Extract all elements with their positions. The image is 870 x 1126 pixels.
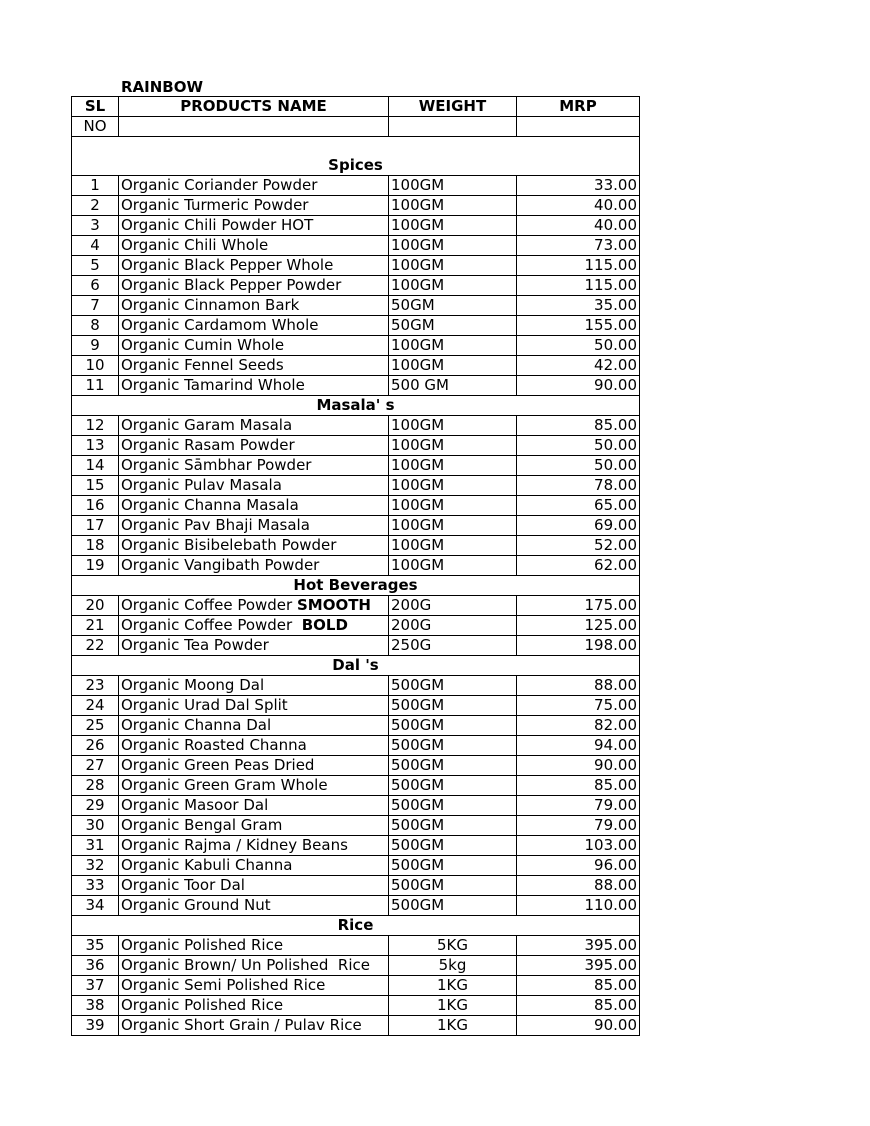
product-sl: 25	[72, 716, 119, 736]
price-list-table	[71, 96, 640, 1036]
product-sl: 2	[72, 196, 119, 216]
section-title: Masala' s	[72, 396, 640, 416]
product-weight: 1KG	[389, 976, 517, 996]
product-sl: 37	[72, 976, 119, 996]
product-mrp: 85.00	[517, 996, 640, 1016]
product-name-variant: SMOOTH	[296, 596, 371, 614]
product-name: Organic Turmeric Powder	[119, 196, 389, 216]
section-title: Hot Beverages	[72, 576, 640, 596]
product-weight: 500GM	[389, 676, 517, 696]
product-row	[72, 696, 640, 716]
product-name: Organic Polished Rice	[119, 936, 389, 956]
product-mrp: 42.00	[517, 356, 640, 376]
product-weight: 100GM	[389, 436, 517, 456]
product-mrp: 52.00	[517, 536, 640, 556]
header-mrp: MRP	[517, 97, 640, 117]
product-name: Organic Black Pepper Powder	[119, 276, 389, 296]
product-weight: 500GM	[389, 876, 517, 896]
product-mrp: 82.00	[517, 716, 640, 736]
product-row	[72, 276, 640, 296]
product-sl: 9	[72, 336, 119, 356]
header-row	[72, 97, 640, 117]
product-name: Organic Bisibelebath Powder	[119, 536, 389, 556]
product-row	[72, 416, 640, 436]
product-sl: 1	[72, 176, 119, 196]
product-row	[72, 376, 640, 396]
product-weight: 50GM	[389, 296, 517, 316]
product-sl: 3	[72, 216, 119, 236]
product-name: Organic Vangibath Powder	[119, 556, 389, 576]
product-row	[72, 936, 640, 956]
product-row	[72, 676, 640, 696]
product-row	[72, 536, 640, 556]
product-mrp: 35.00	[517, 296, 640, 316]
product-row	[72, 836, 640, 856]
product-weight: 500GM	[389, 696, 517, 716]
header-sl-no: NO	[72, 117, 119, 137]
product-mrp: 94.00	[517, 736, 640, 756]
product-name: Organic Chili Powder HOT	[119, 216, 389, 236]
product-sl: 32	[72, 856, 119, 876]
product-mrp: 175.00	[517, 596, 640, 616]
product-mrp: 79.00	[517, 796, 640, 816]
product-sl: 15	[72, 476, 119, 496]
product-sl: 11	[72, 376, 119, 396]
product-name: Organic Green Gram Whole	[119, 776, 389, 796]
product-row	[72, 496, 640, 516]
product-row	[72, 716, 640, 736]
product-sl: 6	[72, 276, 119, 296]
product-weight: 100GM	[389, 456, 517, 476]
product-mrp: 88.00	[517, 876, 640, 896]
product-weight: 100GM	[389, 256, 517, 276]
product-row	[72, 736, 640, 756]
product-sl: 31	[72, 836, 119, 856]
product-name: Organic Cardamom Whole	[119, 316, 389, 336]
product-weight: 250G	[389, 636, 517, 656]
product-mrp: 115.00	[517, 256, 640, 276]
product-sl: 27	[72, 756, 119, 776]
product-weight: 500GM	[389, 776, 517, 796]
product-sl: 8	[72, 316, 119, 336]
product-name: Organic Tea Powder	[119, 636, 389, 656]
product-sl: 26	[72, 736, 119, 756]
product-row	[72, 816, 640, 836]
price-list-body	[72, 97, 640, 1036]
product-row	[72, 956, 640, 976]
product-sl: 24	[72, 696, 119, 716]
product-weight: 100GM	[389, 476, 517, 496]
product-row	[72, 196, 640, 216]
product-sl: 39	[72, 1016, 119, 1036]
header-empty-cell	[119, 117, 389, 137]
product-weight: 100GM	[389, 556, 517, 576]
product-row	[72, 176, 640, 196]
product-name: Organic Semi Polished Rice	[119, 976, 389, 996]
product-row	[72, 896, 640, 916]
product-mrp: 50.00	[517, 456, 640, 476]
product-mrp: 155.00	[517, 316, 640, 336]
section-title: Rice	[72, 916, 640, 936]
product-sl: 34	[72, 896, 119, 916]
product-row	[72, 296, 640, 316]
section-title: Dal 's	[72, 656, 640, 676]
product-name: Organic Urad Dal Split	[119, 696, 389, 716]
product-weight: 500GM	[389, 896, 517, 916]
product-sl: 4	[72, 236, 119, 256]
product-row	[72, 616, 640, 636]
product-sl: 13	[72, 436, 119, 456]
section-header-row	[72, 916, 640, 936]
product-mrp: 65.00	[517, 496, 640, 516]
product-mrp: 85.00	[517, 976, 640, 996]
product-sl: 35	[72, 936, 119, 956]
product-row	[72, 976, 640, 996]
product-mrp: 90.00	[517, 376, 640, 396]
product-name	[119, 596, 389, 616]
product-row	[72, 996, 640, 1016]
product-mrp: 395.00	[517, 956, 640, 976]
product-sl: 36	[72, 956, 119, 976]
product-name: Organic Rajma / Kidney Beans	[119, 836, 389, 856]
product-mrp: 395.00	[517, 936, 640, 956]
product-name	[119, 616, 389, 636]
product-name: Organic Sāmbhar Powder	[119, 456, 389, 476]
product-row	[72, 316, 640, 336]
product-weight: 500GM	[389, 716, 517, 736]
product-sl: 29	[72, 796, 119, 816]
product-weight: 100GM	[389, 176, 517, 196]
product-weight: 50GM	[389, 316, 517, 336]
product-sl: 10	[72, 356, 119, 376]
product-name: Organic Toor Dal	[119, 876, 389, 896]
product-sl: 22	[72, 636, 119, 656]
product-mrp: 110.00	[517, 896, 640, 916]
product-weight: 500 GM	[389, 376, 517, 396]
product-name: Organic Channa Dal	[119, 716, 389, 736]
product-name: Organic Tamarind Whole	[119, 376, 389, 396]
product-weight: 500GM	[389, 756, 517, 776]
product-weight: 100GM	[389, 356, 517, 376]
product-row	[72, 556, 640, 576]
section-header-row	[72, 576, 640, 596]
product-row	[72, 236, 640, 256]
product-row	[72, 436, 640, 456]
product-mrp: 115.00	[517, 276, 640, 296]
product-mrp: 88.00	[517, 676, 640, 696]
product-weight: 200G	[389, 616, 517, 636]
product-name: Organic Ground Nut	[119, 896, 389, 916]
product-row	[72, 336, 640, 356]
header-empty-cell	[389, 117, 517, 137]
header-product-name: PRODUCTS NAME	[119, 97, 389, 117]
header-empty-cell	[517, 117, 640, 137]
sheet-title: RAINBOW	[121, 78, 204, 96]
product-name: Organic Rasam Powder	[119, 436, 389, 456]
section-header-row	[72, 137, 640, 176]
product-name: Organic Cumin Whole	[119, 336, 389, 356]
product-sl: 38	[72, 996, 119, 1016]
product-mrp: 73.00	[517, 236, 640, 256]
product-name: Organic Kabuli Channa	[119, 856, 389, 876]
product-name: Organic Pulav Masala	[119, 476, 389, 496]
product-row	[72, 636, 640, 656]
product-mrp: 79.00	[517, 816, 640, 836]
product-mrp: 96.00	[517, 856, 640, 876]
product-weight: 100GM	[389, 416, 517, 436]
product-sl: 7	[72, 296, 119, 316]
product-row	[72, 876, 640, 896]
product-row	[72, 776, 640, 796]
product-weight: 500GM	[389, 736, 517, 756]
product-name-text: Organic Coffee Powder	[121, 616, 302, 634]
product-mrp: 62.00	[517, 556, 640, 576]
product-weight: 5kg	[389, 956, 517, 976]
product-sl: 17	[72, 516, 119, 536]
product-sl: 14	[72, 456, 119, 476]
product-row	[72, 1016, 640, 1036]
product-row	[72, 256, 640, 276]
product-sl: 23	[72, 676, 119, 696]
product-weight: 100GM	[389, 216, 517, 236]
product-sl: 12	[72, 416, 119, 436]
product-mrp: 198.00	[517, 636, 640, 656]
product-row	[72, 456, 640, 476]
product-weight: 100GM	[389, 276, 517, 296]
product-name: Organic Brown/ Un Polished Rice	[119, 956, 389, 976]
product-row	[72, 756, 640, 776]
product-weight: 200G	[389, 596, 517, 616]
product-name: Organic Masoor Dal	[119, 796, 389, 816]
header-subrow	[72, 117, 640, 137]
product-sl: 16	[72, 496, 119, 516]
product-sl: 30	[72, 816, 119, 836]
product-weight: 100GM	[389, 336, 517, 356]
product-weight: 1KG	[389, 996, 517, 1016]
product-mrp: 50.00	[517, 336, 640, 356]
product-row	[72, 476, 640, 496]
product-weight: 500GM	[389, 856, 517, 876]
product-weight: 500GM	[389, 816, 517, 836]
product-name: Organic Moong Dal	[119, 676, 389, 696]
product-weight: 100GM	[389, 196, 517, 216]
product-mrp: 103.00	[517, 836, 640, 856]
section-title: Spices	[72, 137, 640, 176]
product-mrp: 50.00	[517, 436, 640, 456]
product-row	[72, 796, 640, 816]
product-name: Organic Short Grain / Pulav Rice	[119, 1016, 389, 1036]
product-name: Organic Channa Masala	[119, 496, 389, 516]
section-header-row	[72, 656, 640, 676]
product-mrp: 85.00	[517, 416, 640, 436]
product-name: Organic Fennel Seeds	[119, 356, 389, 376]
product-sl: 19	[72, 556, 119, 576]
product-weight: 100GM	[389, 496, 517, 516]
product-weight: 100GM	[389, 536, 517, 556]
product-weight: 500GM	[389, 796, 517, 816]
product-row	[72, 856, 640, 876]
product-row	[72, 596, 640, 616]
product-mrp: 125.00	[517, 616, 640, 636]
product-mrp: 78.00	[517, 476, 640, 496]
product-sl: 28	[72, 776, 119, 796]
product-mrp: 69.00	[517, 516, 640, 536]
product-name: Organic Roasted Channa	[119, 736, 389, 756]
product-mrp: 40.00	[517, 216, 640, 236]
product-name: Organic Cinnamon Bark	[119, 296, 389, 316]
product-weight: 5KG	[389, 936, 517, 956]
product-name-variant: BOLD	[301, 616, 348, 634]
product-sl: 18	[72, 536, 119, 556]
product-sl: 33	[72, 876, 119, 896]
product-mrp: 85.00	[517, 776, 640, 796]
product-row	[72, 356, 640, 376]
product-sl: 5	[72, 256, 119, 276]
product-name: Organic Green Peas Dried	[119, 756, 389, 776]
product-name: Organic Garam Masala	[119, 416, 389, 436]
product-weight: 100GM	[389, 516, 517, 536]
product-mrp: 90.00	[517, 1016, 640, 1036]
product-row	[72, 216, 640, 236]
section-header-row	[72, 396, 640, 416]
product-row	[72, 516, 640, 536]
product-sl: 20	[72, 596, 119, 616]
product-name: Organic Black Pepper Whole	[119, 256, 389, 276]
product-weight: 500GM	[389, 836, 517, 856]
product-name: Organic Polished Rice	[119, 996, 389, 1016]
header-weight: WEIGHT	[389, 97, 517, 117]
product-mrp: 90.00	[517, 756, 640, 776]
product-weight: 100GM	[389, 236, 517, 256]
product-name: Organic Pav Bhaji Masala	[119, 516, 389, 536]
product-mrp: 40.00	[517, 196, 640, 216]
header-sl: SL	[72, 97, 119, 117]
product-mrp: 75.00	[517, 696, 640, 716]
product-name: Organic Coriander Powder	[119, 176, 389, 196]
product-name: Organic Bengal Gram	[119, 816, 389, 836]
product-name-text: Organic Coffee Powder	[121, 596, 297, 614]
product-name: Organic Chili Whole	[119, 236, 389, 256]
product-mrp: 33.00	[517, 176, 640, 196]
product-weight: 1KG	[389, 1016, 517, 1036]
product-sl: 21	[72, 616, 119, 636]
